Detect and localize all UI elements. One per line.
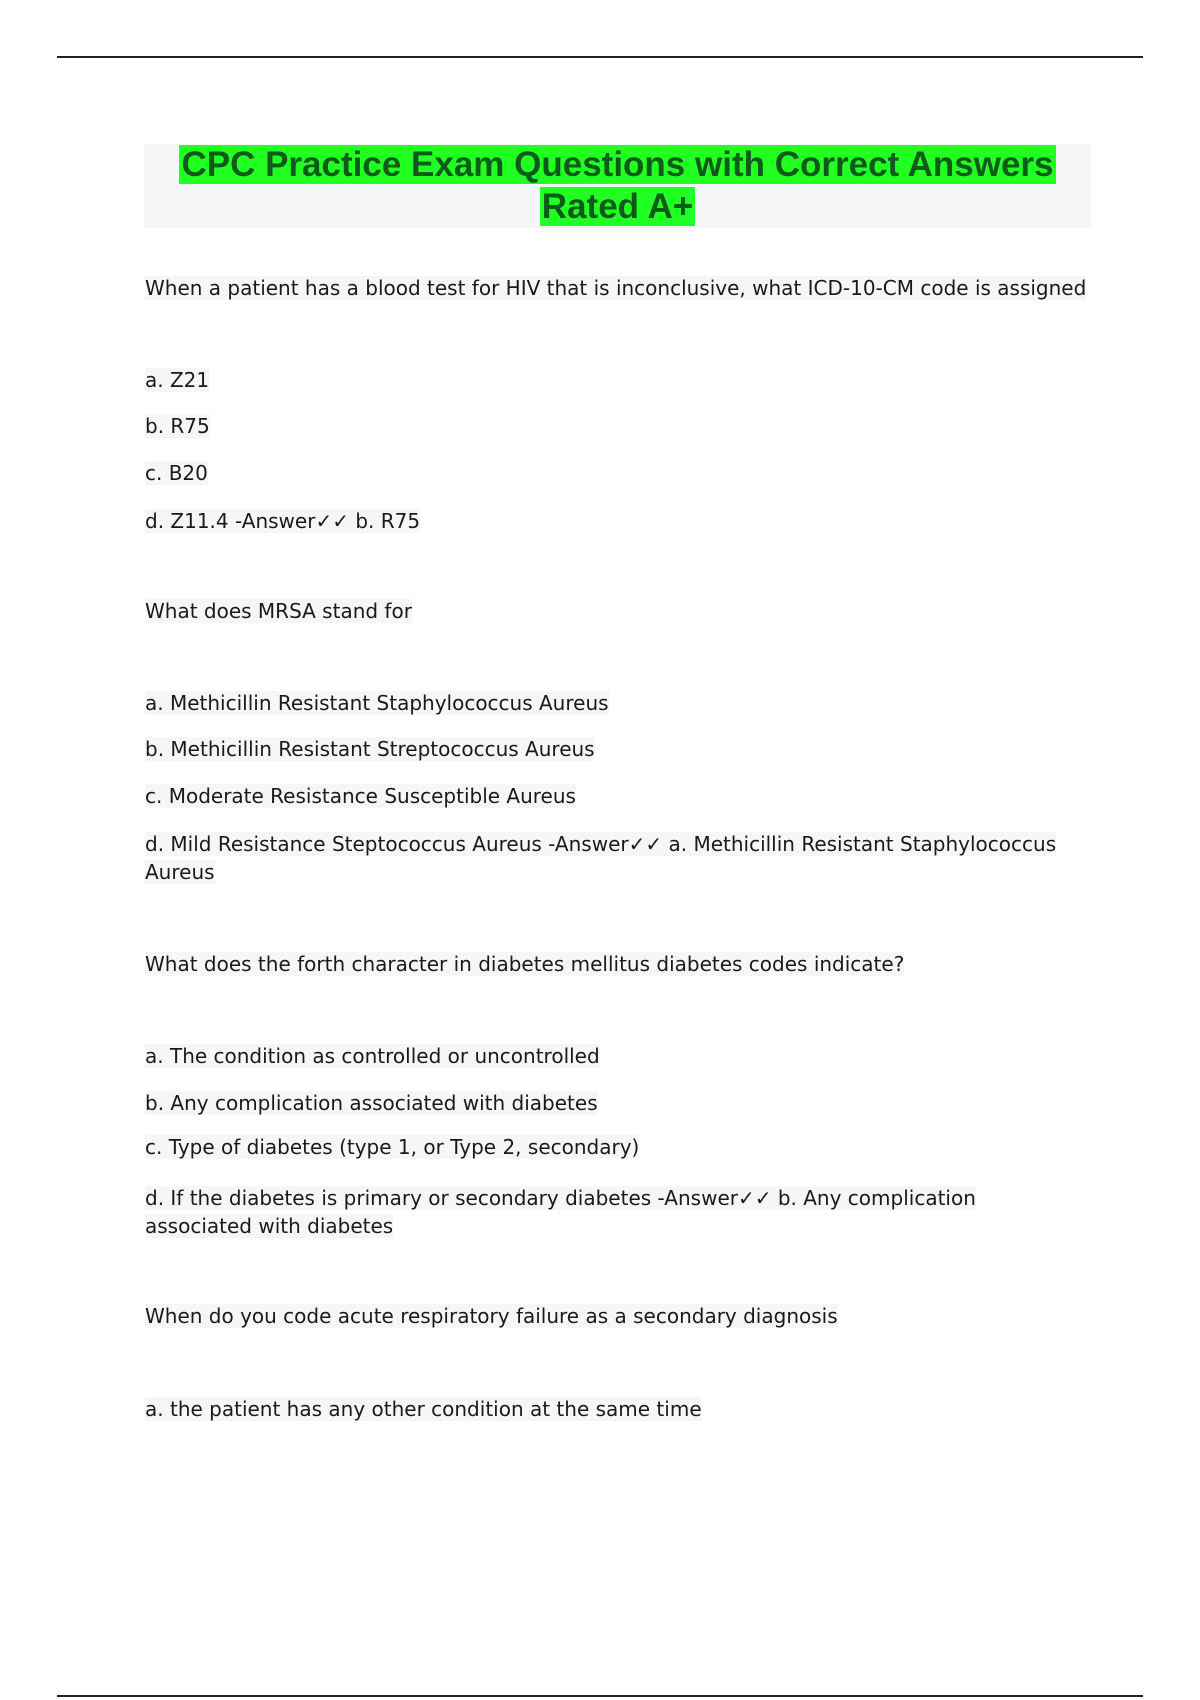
answer-option: c. Type of diabetes (type 1, or Type 2, secondary): [145, 1135, 640, 1159]
answer-option: b. Any complication associated with diabetes: [145, 1091, 598, 1115]
question-text: What does MRSA stand for: [145, 599, 412, 623]
title-line-1: CPC Practice Exam Questions with Correct Answers: [181, 145, 1054, 184]
title-line-2: Rated A+: [541, 187, 694, 226]
question-text: What does the forth character in diabetes mellitus diabetes codes indicate?: [145, 952, 905, 976]
answer-option: a. Z21: [145, 368, 210, 392]
answer-option: b. R75: [145, 414, 210, 438]
document-title: [144, 144, 1091, 228]
question-text: When do you code acute respiratory failure as a secondary diagnosis: [145, 1304, 838, 1328]
answer-option: c. Moderate Resistance Susceptible Aureus: [145, 784, 576, 808]
header-rule: [57, 56, 1143, 58]
answer-option-with-key: d. Mild Resistance Steptococcus Aureus -Answer✓✓ a. Methicillin Resistant Staphylococcus Aureus: [145, 832, 1057, 884]
footer-rule: [57, 1695, 1143, 1697]
question-text: When a patient has a blood test for HIV that is inconclusive, what ICD-10-CM code is assigned: [145, 276, 1087, 300]
answer-option: c. B20: [145, 461, 208, 485]
answer-option: a. The condition as controlled or uncontrolled: [145, 1044, 600, 1068]
answer-option: b. Methicillin Resistant Streptococcus Aureus: [145, 737, 595, 761]
answer-option-with-key: d. If the diabetes is primary or secondary diabetes -Answer✓✓ b. Any complication associated with diabetes: [145, 1186, 976, 1238]
answer-option: a. Methicillin Resistant Staphylococcus Aureus: [145, 691, 609, 715]
answer-option: a. the patient has any other condition at the same time: [145, 1397, 702, 1421]
answer-option-with-key: d. Z11.4 -Answer✓✓ b. R75: [145, 509, 421, 533]
